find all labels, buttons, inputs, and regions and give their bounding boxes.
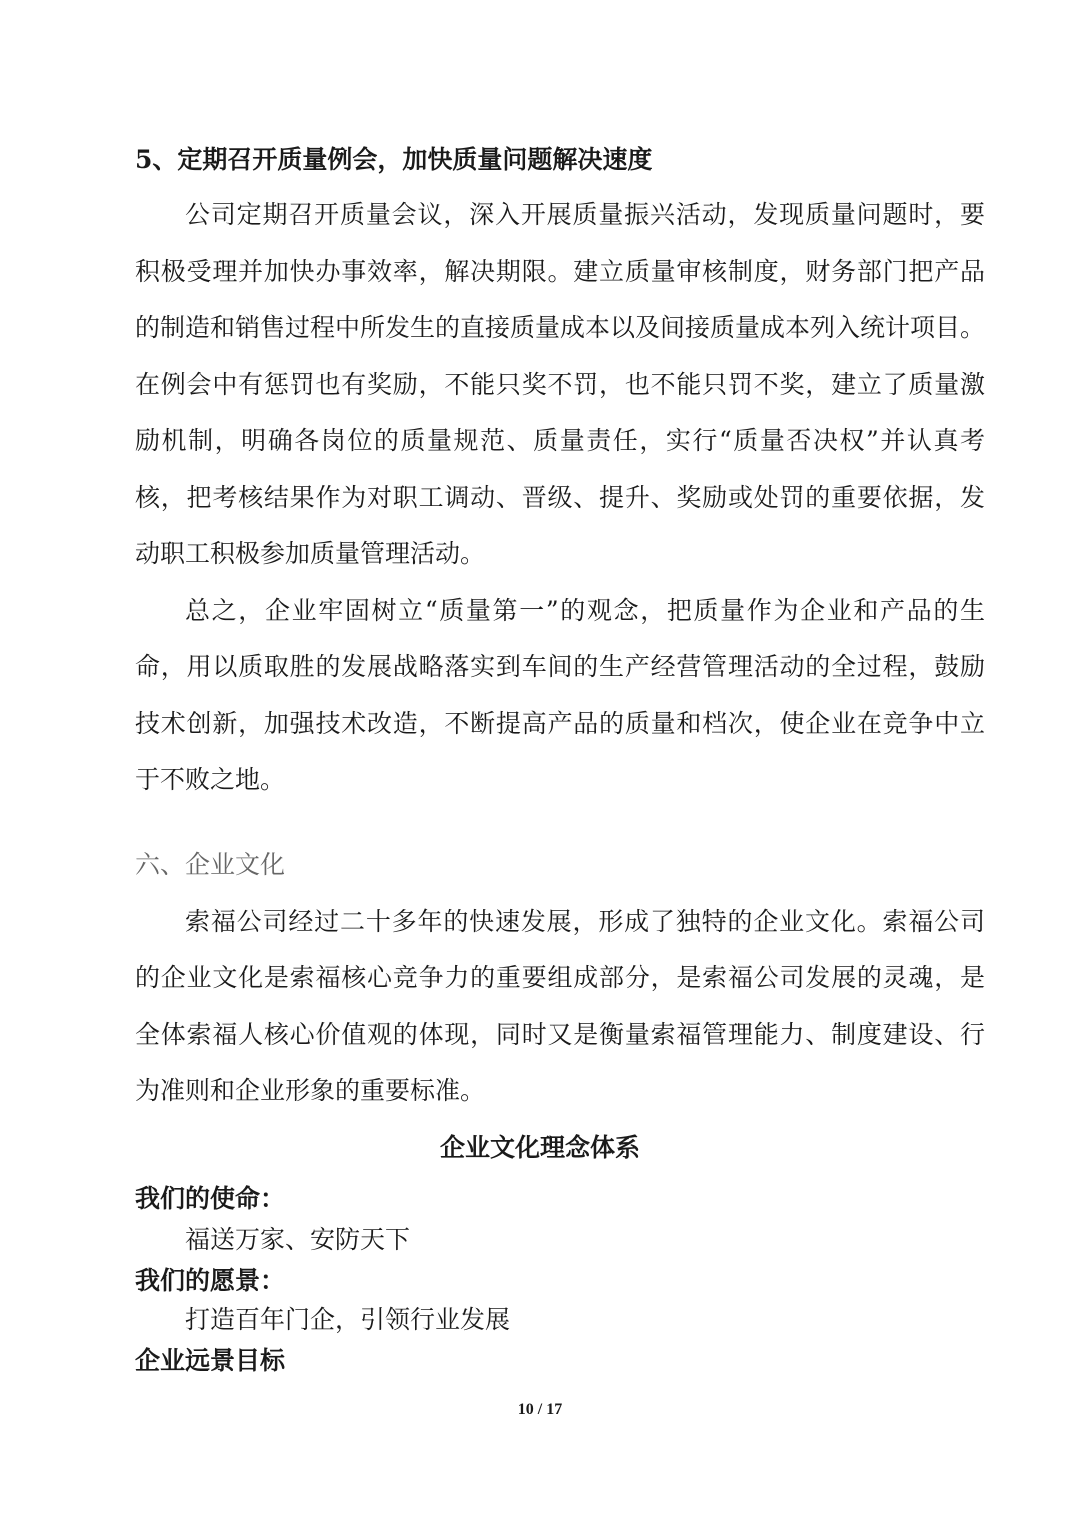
paragraph-line: 的企业文化是索福核心竞争力的重要组成部分，是索福公司发展的灵魂，是 [135,963,985,992]
page-number: 10 / 17 [517,1401,563,1418]
culture-system-title: 企业文化理念体系 [439,1133,640,1162]
paragraph-line: 励机制，明确各岗位的质量规范、质量责任，实行“质量否决权”并认真考 [135,426,985,455]
paragraph-line: 为准则和企业形象的重要标准。 [135,1076,486,1105]
paragraph-line: 核，把考核结果作为对职工调动、晋级、提升、奖励或处罚的重要依据，发 [135,483,985,512]
paragraph-line: 在例会中有惩罚也有奖励，不能只奖不罚，也不能只罚不奖，建立了质量激 [135,370,985,399]
section-5-heading: 5、定期召开质量例会，加快质量问题解决速度 [135,145,653,174]
paragraph-line: 公司定期召开质量会议，深入开展质量振兴活动，发现质量问题时，要 [185,200,985,229]
paragraph-line: 总之，企业牢固树立“质量第一”的观念，把质量作为企业和产品的生 [185,596,985,625]
paragraph-line: 积极受理并加快办事效率，解决期限。建立质量审核制度，财务部门把产品 [135,257,985,286]
vision-label: 我们的愿景： [135,1266,286,1295]
mission-label: 我们的使命： [135,1184,286,1213]
paragraph-line: 动职工积极参加质量管理活动。 [135,539,486,568]
paragraph-line: 命，用以质取胜的发展战略落实到车间的生产经营管理活动的全过程，鼓励 [135,652,985,681]
paragraph-line: 的制造和销售过程中所发生的直接质量成本以及间接质量成本列入统计项目。 [135,313,985,342]
goal-label: 企业远景目标 [135,1346,286,1375]
mission-text: 福送万家、安防天下 [185,1225,411,1254]
section-6-heading: 六、企业文化 [135,850,286,879]
paragraph-line: 全体索福人核心价值观的体现，同时又是衡量索福管理能力、制度建设、行 [135,1020,985,1049]
paragraph-line: 索福公司经过二十多年的快速发展，形成了独特的企业文化。索福公司 [185,907,985,936]
vision-text: 打造百年门企，引领行业发展 [185,1305,511,1334]
paragraph-line: 于不败之地。 [135,765,286,794]
paragraph-line: 技术创新，加强技术改造，不断提高产品的质量和档次，使企业在竞争中立 [135,709,985,738]
